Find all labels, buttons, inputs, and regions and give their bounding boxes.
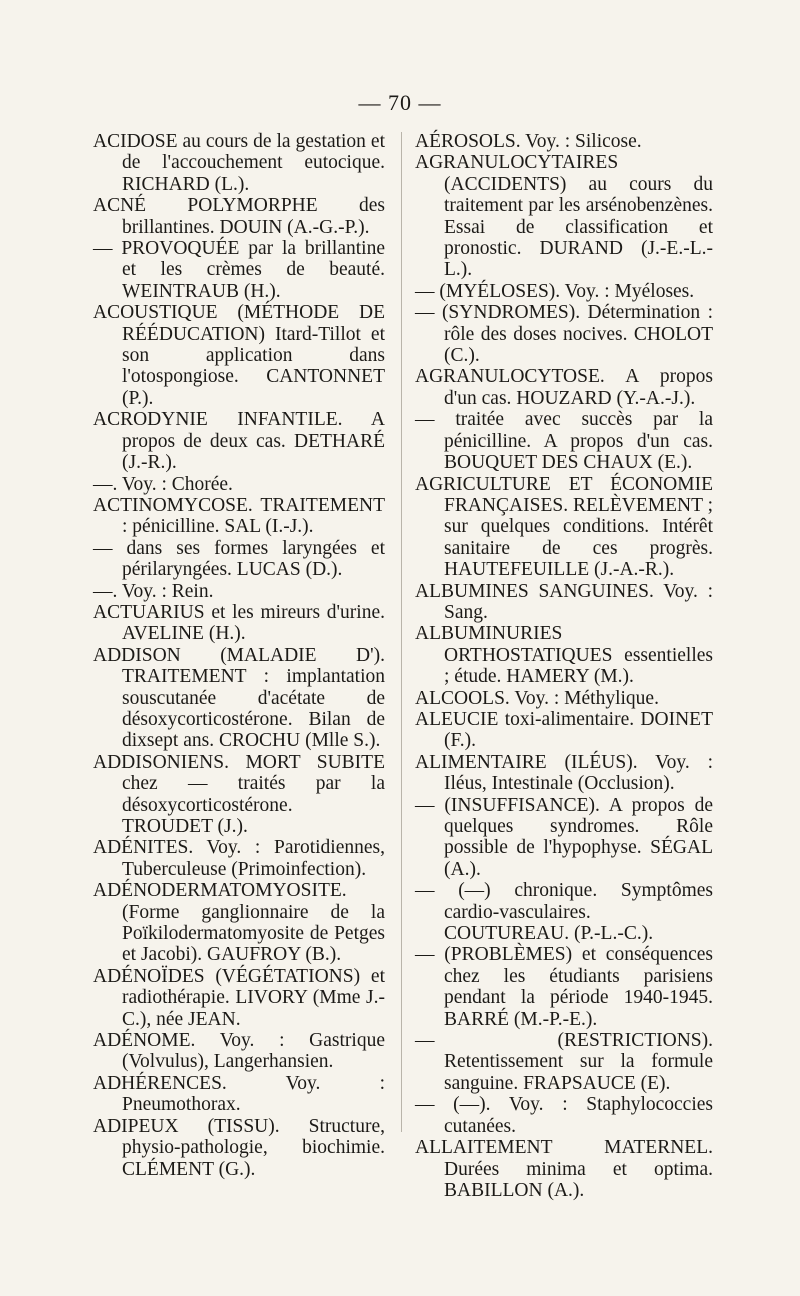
index-entry: AÉROSOLS. Voy. : Silicose.: [415, 131, 642, 152]
index-column-left: [93, 131, 385, 1180]
index-entry: ACIDOSE au cours de la gestation et de l'accouchement eutocique. RICHARD (L.).: [93, 131, 385, 195]
index-column-right: [415, 131, 713, 1201]
index-entry: ADÉNOME. Voy. : Gastrique (Volvulus), Langerhansien.: [93, 1030, 385, 1073]
index-entry: ACRODYNIE INFANTILE. A propos de deux cas. DETHARÉ (J.-R.).: [93, 409, 385, 474]
index-entry: ADÉNOÏDES (VÉGÉTATIONS) et radiothérapie. LIVORY (Mme J.-C.), née JEAN.: [93, 965, 385, 1030]
index-entry: — (MYÉLOSES). Voy. : Myéloses.: [415, 280, 695, 302]
index-entry: ALEUCIE toxi-alimentaire. DOINET (F.).: [415, 708, 713, 752]
index-entry: ACTUARIUS et les mireurs d'urine. AVELINE (H.).: [93, 601, 385, 645]
index-entry: — (SYNDROMES). Détermination : rôle des doses nocives. CHOLOT (C.).: [415, 302, 713, 367]
index-entry: ACOUSTIQUE (MÉTHODE DE RÉÉDUCATION) Itard-Tillot et son application dans l'otospongiose. CANTONNET (P.).: [93, 302, 385, 409]
index-entry: — PROVOQUÉE par la brillantine et les crèmes de beauté. WEINTRAUB (H.).: [93, 238, 385, 302]
index-entry: —. Voy. : Rein.: [93, 580, 214, 602]
index-entry: — (—) chronique. Symptômes cardio-vasculaires. COUTUREAU. (P.-L.-C.).: [415, 880, 713, 945]
index-entry: ALCOOLS. Voy. : Méthylique.: [415, 687, 659, 709]
index-entry: ALLAITEMENT MATERNEL. Durées minima et optima. BABILLON (A.).: [415, 1137, 713, 1201]
index-entry: —. Voy. : Chorée.: [93, 473, 233, 495]
index-entry: ADHÉRENCES. Voy. : Pneumothorax.: [93, 1072, 385, 1116]
index-entry: ACTINOMYCOSE. TRAITEMENT : pénicilline. SAL (I.-J.).: [93, 494, 385, 538]
index-entry: — (—). Voy. : Staphylococcies cutanées.: [415, 1094, 713, 1137]
index-entry: — traitée avec succès par la pénicilline. A propos d'un cas. BOUQUET DES CHAUX (E.).: [415, 409, 713, 474]
index-entry: ALIMENTAIRE (ILÉUS). Voy. : Iléus, Intestinale (Occlusion).: [415, 751, 713, 795]
index-entry: ALBUMINES SANGUINES. Voy. : Sang.: [415, 580, 713, 623]
index-entry: ADIPEUX (TISSU). Structure, physio-pathologie, biochimie. CLÉMENT (G.).: [93, 1115, 385, 1180]
index-entry: AGRICULTURE ET ÉCONOMIE FRANÇAISES. RELÈVEMENT ; sur quelques conditions. Intérêt sanitaire de ces progrès. HAUTEFEUILLE (J.-A.-R.).: [415, 473, 713, 581]
index-entry: — (INSUFFISANCE). A propos de quelques syndromes. Rôle possible de l'hypophyse. SÉGAL (A.).: [415, 794, 713, 880]
index-entry: — (PROBLÈMES) et conséquences chez les étudiants parisiens pendant la période 1940-1945. BARRÉ (M.-P.-E.).: [415, 944, 713, 1030]
page-number: — 70 —: [358, 90, 442, 115]
index-entry: — (RESTRICTIONS). Retentissement sur la formule sanguine. FRAPSAUCE (E).: [415, 1030, 713, 1094]
column-divider: [401, 132, 402, 1132]
index-entry: ADÉNITES. Voy. : Parotidiennes, Tuberculeuse (Primoinfection).: [93, 837, 385, 880]
index-entry: ADÉNODERMATOMYOSITE. (Forme ganglionnaire de la Poïkilodermatomyosite de Petges et Jacobi). GAUFROY (B.).: [93, 880, 385, 966]
index-entry: AGRANULOCYTOSE. A propos d'un cas. HOUZARD (Y.-A.-J.).: [415, 366, 713, 409]
index-entry: AGRANULOCYTAIRES (ACCIDENTS) au cours du traitement par les arsénobenzènes. Essai de classification et pronostic. DURAND (J.-E.-L.-L.).: [415, 152, 713, 281]
index-entry: ACNÉ POLYMORPHE des brillantines. DOUIN (A.-G.-P.).: [93, 195, 385, 238]
index-entry: ADDISON (MALADIE D'). TRAITEMENT : implantation souscutanée d'acétate de désoxycorticostérone. Bilan de dixsept ans. CROCHU (Mlle S.).: [93, 644, 385, 752]
index-entry: — dans ses formes laryngées et périlaryngées. LUCAS (D.).: [93, 537, 385, 581]
index-entry: ALBUMINURIES ORTHOSTATIQUES essentielles ; étude. HAMERY (M.).: [415, 623, 713, 688]
index-entry: ADDISONIENS. MORT SUBITE chez — traités par la désoxycorticostérone. TROUDET (J.).: [93, 751, 385, 837]
